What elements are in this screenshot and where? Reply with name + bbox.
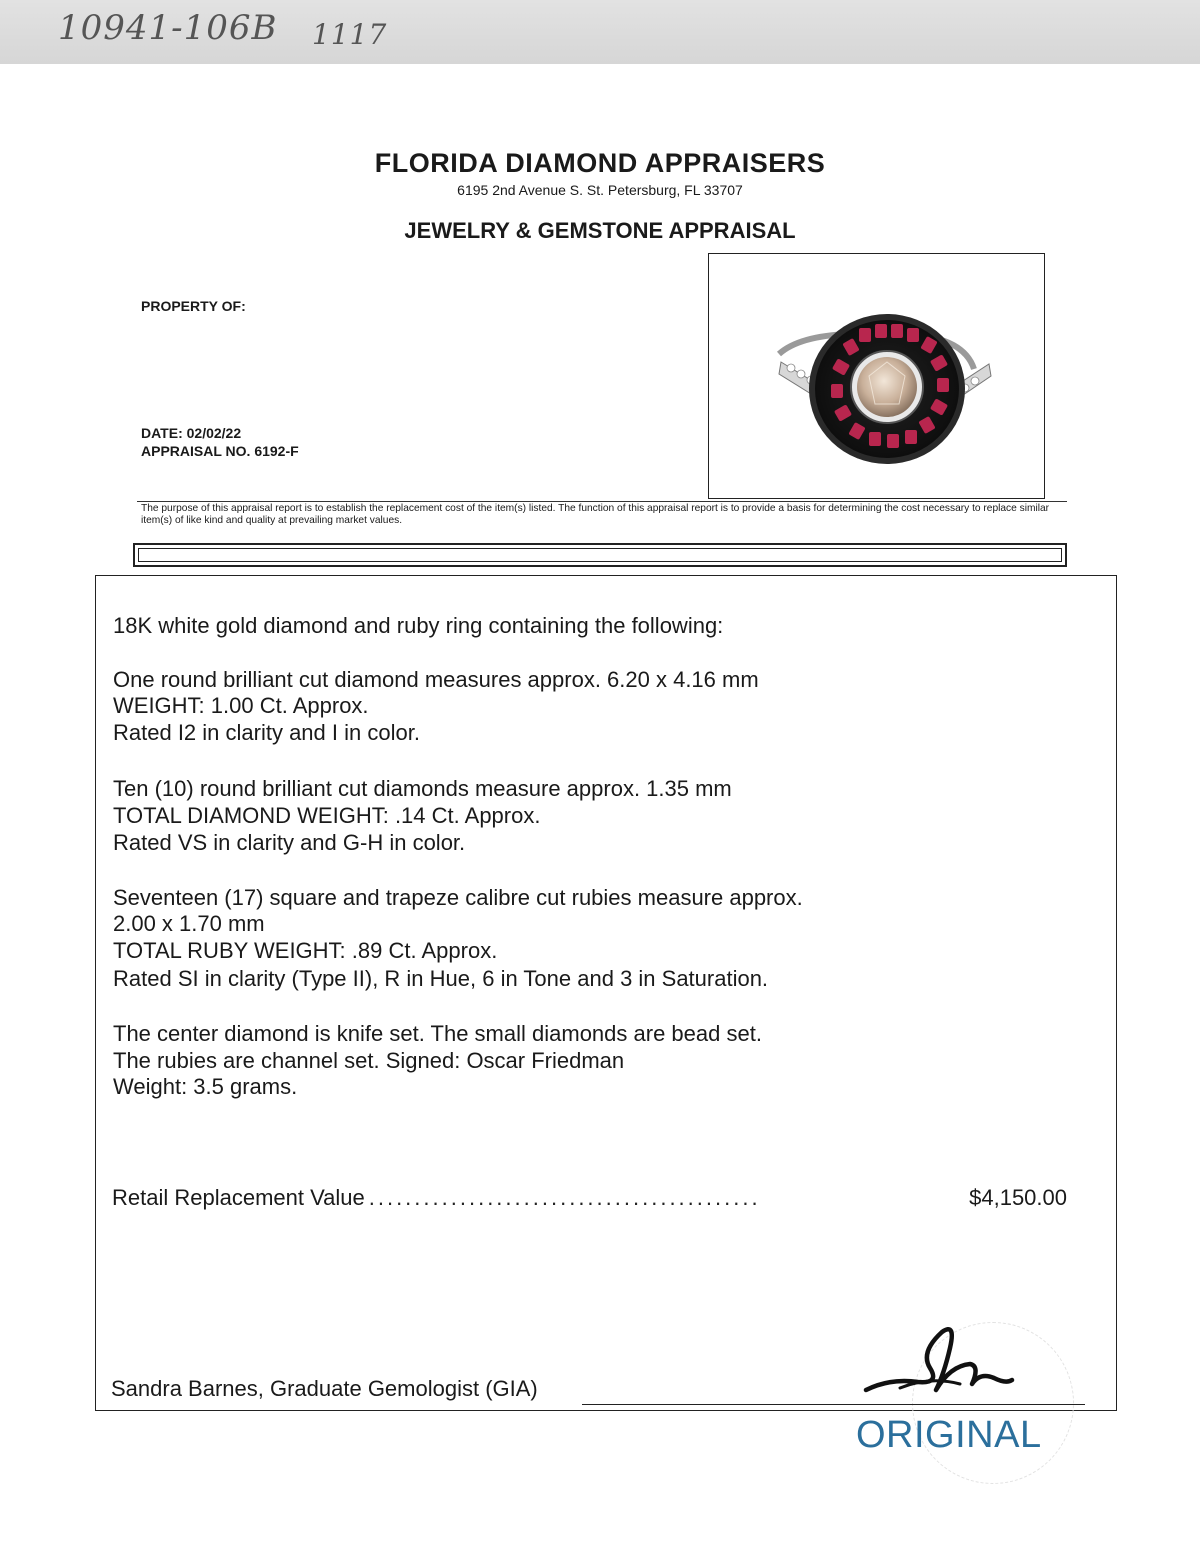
description-line: Rated VS in clarity and G-H in color.	[113, 830, 466, 855]
purpose-divider	[137, 501, 1067, 502]
description-line: TOTAL DIAMOND WEIGHT: .14 Ct. Approx.	[113, 803, 541, 828]
description-line: WEIGHT: 1.00 Ct. Approx.	[113, 693, 369, 718]
handwritten-page-note: 1117	[312, 18, 388, 51]
signer-name: Sandra Barnes, Graduate Gemologist (GIA)	[111, 1376, 538, 1401]
property-of-label: PROPERTY OF:	[141, 298, 246, 314]
description-line: The rubies are channel set. Signed: Oscar Friedman	[113, 1048, 625, 1073]
description-line: Weight: 3.5 grams.	[113, 1074, 298, 1099]
description-line: One round brilliant cut diamond measures approx. 6.20 x 4.16 mm	[113, 667, 759, 692]
description-line: Seventeen (17) square and trapeze calibre cut rubies measure approx.	[113, 885, 803, 910]
handwritten-signature	[860, 1318, 1020, 1408]
retail-value-label: Retail Replacement Value	[112, 1185, 365, 1210]
purpose-statement: The purpose of this appraisal report is to establish the replacement cost of the item(s) listed. The function of this appraisal report is to provide a basis for determining the cost necessary to replace similar item(s) of like kind and quality at prevailing market values.	[141, 503, 1050, 526]
document-title: JEWELRY & GEMSTONE APPRAISAL	[404, 218, 796, 243]
description-line: Ten (10) round brilliant cut diamonds measure approx. 1.35 mm	[113, 776, 732, 801]
ring-photo	[709, 254, 1043, 497]
ring-photo-frame	[708, 253, 1045, 499]
description-line: The center diamond is knife set. The small diamonds are bead set.	[113, 1021, 762, 1046]
leader-dots: ...........................................	[368, 1185, 761, 1210]
original-stamp: ORIGINAL	[856, 1414, 1042, 1456]
description-line: Rated SI in clarity (Type II), R in Hue, 6 in Tone and 3 in Saturation.	[113, 966, 769, 991]
description-line: 18K white gold diamond and ruby ring containing the following:	[113, 613, 724, 638]
double-rule-bar	[133, 543, 1067, 567]
retail-value-row	[112, 1185, 1067, 1215]
appraisal-number-field: APPRAISAL NO. 6192-F	[141, 443, 299, 459]
description-line: Rated I2 in clarity and I in color.	[113, 720, 420, 745]
handwritten-reference-note: 10941-106B	[58, 8, 278, 48]
description-line: 2.00 x 1.70 mm	[113, 911, 265, 936]
company-name: FLORIDA DIAMOND APPRAISERS	[374, 148, 826, 178]
retail-value-amount: $4,150.00	[969, 1185, 1067, 1210]
company-address: 6195 2nd Avenue S. St. Petersburg, FL 33707	[457, 182, 743, 198]
date-field: DATE: 02/02/22	[141, 425, 242, 441]
description-line: TOTAL RUBY WEIGHT: .89 Ct. Approx.	[113, 938, 498, 963]
